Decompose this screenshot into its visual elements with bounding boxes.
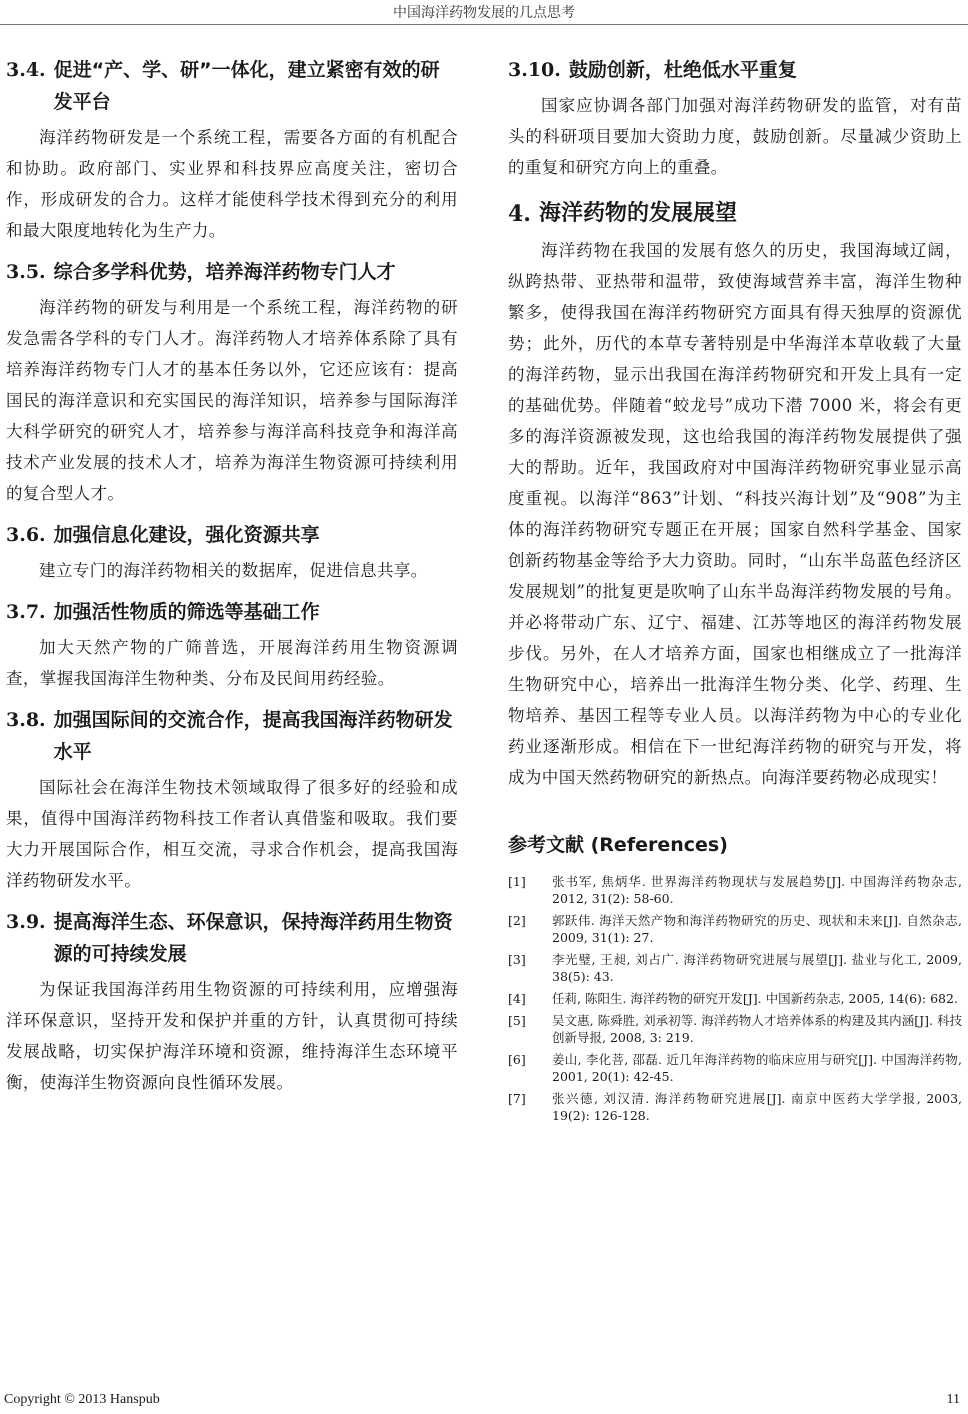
references-title: 参考文献 (References) [508, 834, 728, 856]
reference-text: 李光璧, 王昶, 刘占广. 海洋药物研究进展与展望[J]. 盐业与化工, 2009, 38(5): 43. [552, 952, 962, 984]
reference-item [508, 1051, 962, 1085]
right-column [508, 54, 962, 1129]
section-title: 加强活性物质的筛选等基础工作 [53, 601, 320, 623]
reference-text: 姜山, 李化菩, 邵磊. 近几年海洋药物的临床应用与研究[J]. 中国海洋药物, 2001, 20(1): 42-45. [552, 1052, 962, 1084]
section-title: 海洋药物的发展展望 [538, 201, 737, 226]
reference-number: [3] [508, 952, 526, 967]
section-title: 鼓励创新，杜绝低水平重复 [568, 59, 797, 81]
section-3-10 [508, 54, 962, 183]
reference-item [508, 873, 962, 907]
section-body: 海洋药物的研发与利用是一个系统工程，海洋药物的研发急需各学科的专门人才。海洋药物人才培养体系除了具有培养海洋药物专门人才的基本任务以外，它还应该有：提高国民的海洋意识和充实国民的海洋知识，培养参与国际海洋大科学研究的研究人才，培养参与海洋高科技竞争和海洋高技术产业发展的技术人才，培养为海洋生物资源可持续利用的复合型人才。 [6, 298, 458, 503]
reference-number: [2] [508, 913, 526, 928]
section-number: 3.8. [6, 709, 46, 731]
reference-text: 吴文惠, 陈舜胜, 刘承初等. 海洋药物人才培养体系的构建及其内涵[J]. 科技创新导报, 2008, 3: 219. [552, 1013, 962, 1045]
section-body: 海洋药物在我国的发展有悠久的历史，我国海域辽阔，纵跨热带、亚热带和温带，致使海域营养丰富，海洋生物种繁多，使得我国在海洋药物研究方面具有得天独厚的资源优势；此外，历代的本草专著特别是中华海洋本草收载了大量的海洋药物，显示出我国在海洋药物研究和开发上具有一定的基础优势。伴随着“蛟龙号”成功下潜 7000 米，将会有更多的海洋资源被发现，这也给我国的海洋药物发展提供了强大的帮助。近年，我国政府对中国海洋药物研究事业显示高度重视。以海洋“863”计划、“科技兴海计划”及“908”为主体的海洋药物研究专题正在开展；国家自然科学基金、国家创新药物基金等给予大力资助。同时，“山东半岛蓝色经济区发展规划”的批复更是吹响了山东半岛海洋药物发展的号角。并必将带动广东、辽宁、福建、江苏等地区的海洋药物发展步伐。另外，在人才培养方面，国家也相继成立了一批海洋生物研究中心，培养出一批海洋生物分类、化学、药理、生物培养、基因工程等专业人员。以海洋药物为中心的专业化药业逐渐形成。相信在下一世纪海洋药物的研究与开发，将成为中国天然药物研究的新热点。向海洋要药物必成现实！ [508, 241, 962, 787]
section-title: 促进“产、学、研”一体化，建立紧密有效的研发平台 [53, 59, 440, 113]
reference-text: 张书军, 焦炳华. 世界海洋药物现状与发展趋势[J]. 中国海洋药物杂志, 2012, 31(2): 58-60. [552, 874, 962, 906]
section-heading [6, 596, 458, 628]
section-3-8 [6, 704, 458, 896]
section-title: 加强国际间的交流合作，提高我国海洋药物研发水平 [53, 709, 453, 763]
section-body: 国家应协调各部门加强对海洋药物研发的监管，对有苗头的科研项目要加大资助力度，鼓励创新。尽量减少资助上的重复和研究方向上的重叠。 [508, 96, 962, 177]
section-body: 海洋药物研发是一个系统工程，需要各方面的有机配合和协助。政府部门、实业界和科技界应高度关注，密切合作，形成研发的合力。这样才能使科学技术得到充分的利用和最大限度地转化为生产力。 [6, 128, 458, 240]
section-number: 3.9. [6, 911, 46, 933]
section-heading [6, 54, 458, 118]
section-3-9 [6, 906, 458, 1098]
reference-list [508, 873, 962, 1124]
reference-number: [5] [508, 1013, 526, 1028]
section-4 [508, 197, 962, 793]
reference-item [508, 912, 962, 946]
section-number: 3.4. [6, 59, 46, 81]
section-title: 加强信息化建设，强化资源共享 [53, 524, 320, 546]
reference-number: [7] [508, 1091, 526, 1106]
reference-text: 张兴德, 刘汉清. 海洋药物研究进展[J]. 南京中医药大学学报, 2003, 19(2): 126-128. [552, 1091, 962, 1123]
section-body: 为保证我国海洋药用生物资源的可持续利用，应增强海洋环保意识，坚持开发和保护并重的方针，认真贯彻可持续发展战略，切实保护海洋环境和资源，维持海洋生态环境平衡，使海洋生物资源向良性循环发展。 [6, 980, 458, 1092]
section-body: 国际社会在海洋生物技术领域取得了很多好的经验和成果，值得中国海洋药物科技工作者认真借鉴和吸取。我们要大力开展国际合作，相互交流，寻求合作机会，提高我国海洋药物研发水平。 [6, 778, 458, 890]
reference-text: 郭跃伟. 海洋天然产物和海洋药物研究的历史、现状和未来[J]. 自然杂志, 2009, 31(1): 27. [552, 913, 962, 945]
reference-item [508, 1090, 962, 1124]
section-3-7 [6, 596, 458, 694]
section-number: 3.5. [6, 261, 46, 283]
references-section [508, 829, 962, 1124]
reference-text: 任莉, 陈阳生. 海洋药物的研究开发[J]. 中国新药杂志, 2005, 14(6): 682. [552, 991, 958, 1006]
page-number: 11 [946, 1392, 960, 1407]
reference-number: [1] [508, 874, 526, 889]
section-body: 建立专门的海洋药物相关的数据库，促进信息共享。 [39, 561, 428, 580]
reference-number: [6] [508, 1052, 526, 1067]
section-heading [508, 54, 962, 86]
section-number: 3.10. [508, 59, 561, 81]
section-heading [6, 906, 458, 970]
section-heading [6, 256, 458, 288]
section-heading [508, 197, 962, 231]
section-body: 加大天然产物的广筛普选，开展海洋药用生物资源调查，掌握我国海洋生物种类、分布及民间用药经验。 [6, 638, 458, 688]
section-3-4 [6, 54, 458, 246]
footer-copyright: Copyright © 2013 Hanspub [4, 1392, 160, 1407]
section-number: 4. [508, 201, 531, 227]
section-number: 3.7. [6, 601, 46, 623]
reference-item [508, 1012, 962, 1046]
running-header: 中国海洋药物发展的几点思考 [393, 5, 575, 21]
section-3-5 [6, 256, 458, 509]
reference-item [508, 990, 962, 1007]
header-rule [0, 24, 968, 25]
section-heading [6, 704, 458, 768]
reference-item [508, 951, 962, 985]
left-column [6, 54, 458, 1098]
section-title: 提高海洋生态、环保意识，保持海洋药用生物资源的可持续发展 [53, 911, 453, 965]
section-number: 3.6. [6, 524, 46, 546]
section-3-6 [6, 519, 458, 586]
reference-number: [4] [508, 991, 526, 1006]
section-heading [6, 519, 458, 551]
section-title: 综合多学科优势，培养海洋药物专门人才 [53, 261, 396, 283]
